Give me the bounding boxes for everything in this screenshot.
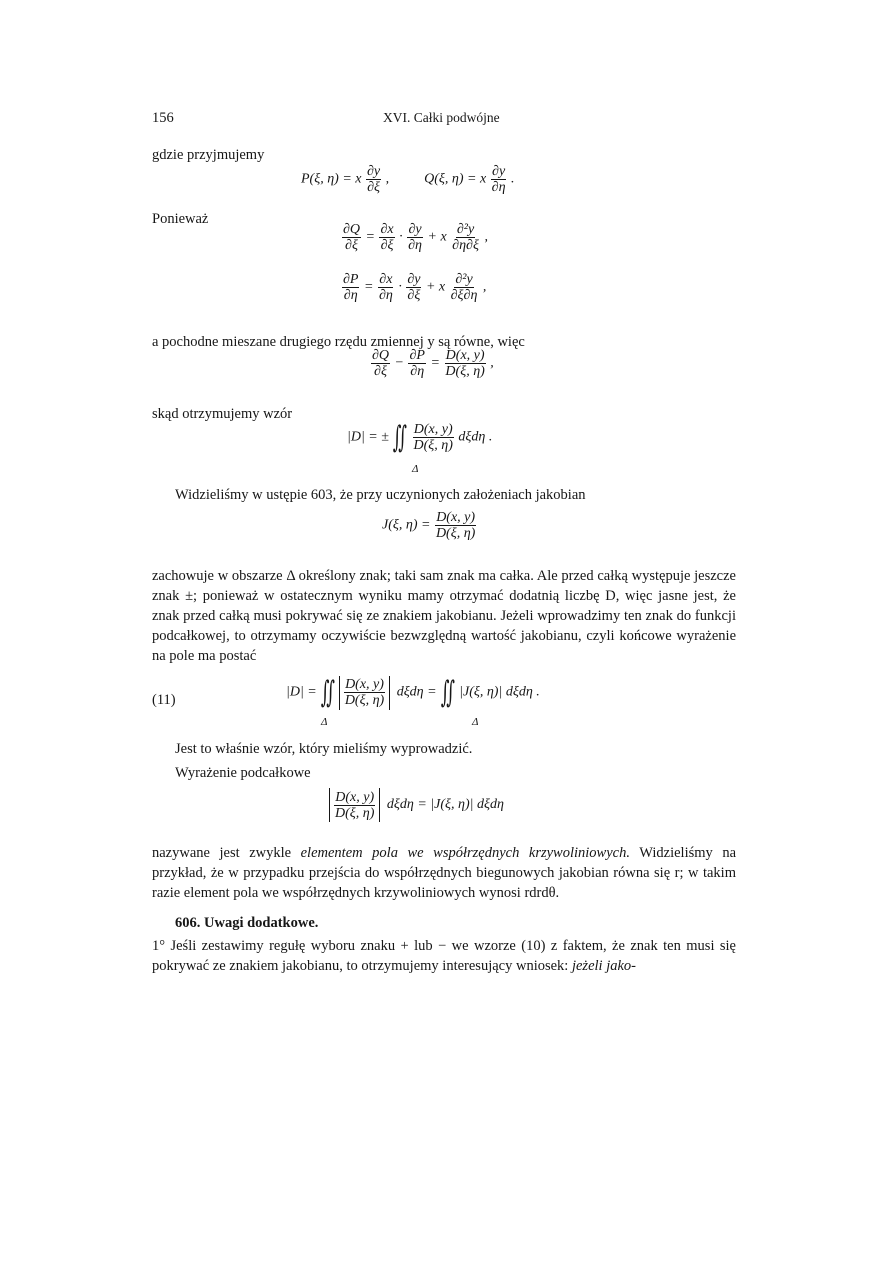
paragraph-widzielismy: Widzieliśmy w ustępie 603, że przy uczynionych założeniach jakobian	[175, 487, 586, 503]
region-delta-label-2: Δ	[321, 716, 328, 728]
equation-number: (11)	[152, 692, 176, 708]
paragraph-jest: Jest to właśnie wzór, który mieliśmy wyprowadzić.	[175, 741, 473, 757]
paragraph-poniewaz: Ponieważ	[152, 211, 209, 227]
region-delta-label-3: Δ	[472, 716, 479, 728]
region-delta-label: Δ	[412, 463, 419, 475]
formula-area-pm: |D| = ± ∬ $\frac{D(x, y)}{D(\xi, \eta)}$ dξdη .	[347, 421, 493, 454]
formula-11: |D| = ∬ $\frac{D(x, y)}{D(\xi, \eta)}$ dξdη = ∬ |J(ξ, η)| dξdη .	[286, 676, 540, 709]
formula-dQ-dxi: $\frac{\partial Q}{\partial\xi}$ = $\frac{\partial x}{\partial\xi}$ · $\frac{\partial y}{\partial\eta}$ + x $\frac{\text{∂²y}}{\partial\eta\partial\xi}$ ,	[343, 222, 488, 253]
formula-dP-deta: $\frac{\partial P}{\partial\eta}$ = $\frac{\partial x}{\partial\eta}$ · $\frac{\partial y}{\partial\xi}$ + x $\frac{\text{∂²y}}{\partial\xi\partial\eta}$ ,	[343, 272, 487, 303]
paragraph-zachowuje: zachowuje w obszarze Δ określony znak; taki sam znak ma całka. Ale przed całką występuje jeszcze znak ±; ponieważ w ostatecznym wyniku mamy otrzymać dodatnią liczbę D, więc jasne jest, że znak przed całką musi pokrywać się ze znakiem jakobianu. Jeżeli wprowadzimy ten znak do funkcji podcałkowej, to otrzymamy oczywiście bezwzględną wartość jakobianu, czyli końcowe wyrażenie na pole ma postać	[152, 568, 736, 664]
page-number: 156	[152, 110, 174, 126]
paragraph-pochodne: a pochodne mieszane drugiego rzędu zmiennej y są równe, więc	[152, 334, 525, 350]
running-title: XVI. Całki podwójne	[383, 110, 500, 125]
paragraph-nazywane: nazywane jest zwykle elementem pola we współrzędnych krzywoliniowych. Widzieliśmy na przykład, że w przypadku przejścia do współrzędnych biegunowych jakobian równa się r; w takim razie element pola we współrzędnych krzywoliniowych wynosi rdrdθ.	[152, 845, 736, 901]
formula-jacobian: J(ξ, η) = $\frac{D(x, y)}{D(\xi, \eta)}$	[382, 510, 476, 541]
paragraph-uwagi-1: 1° Jeśli zestawimy regułę wyboru znaku + lub − we wzorze (10) z faktem, że znak ten musi się pokrywać ze znakiem jakobianu, to otrzymujemy interesujący wniosek: jeżeli jako-	[152, 938, 736, 974]
paragraph-skad: skąd otrzymujemy wzór	[152, 406, 293, 422]
section-heading: 606. Uwagi dodatkowe.	[175, 915, 319, 931]
formula-P-Q: P(ξ, η) = x $\frac{\partial y}{\partial\xi}$ , Q(ξ, η) = x $\frac{\partial y}{\partial\eta}$ .	[301, 164, 515, 195]
paragraph-gdzie: gdzie przyjmujemy	[152, 147, 265, 163]
formula-area-element: $\frac{D(x, y)}{D(\xi, \eta)}$ dξdη = |J(ξ, η)| dξdη	[326, 788, 504, 822]
formula-difference: $\frac{\partial Q}{\partial\xi}$ − $\frac{\partial P}{\partial\eta}$ = $\frac{D(x, y)}{D(\xi, \eta)}$ ,	[372, 348, 494, 379]
paragraph-wyrazenie: Wyrażenie podcałkowe	[175, 765, 311, 781]
